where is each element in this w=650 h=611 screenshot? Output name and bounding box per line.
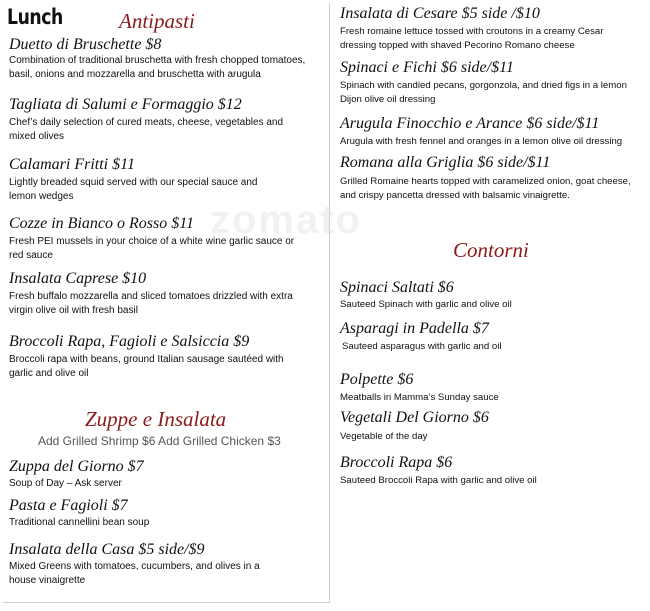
menu-item-desc: Vegetable of the day: [340, 431, 428, 442]
menu-item-name: Vegetali Del Giorno $6: [340, 409, 489, 426]
menu-item-name: Arugula Finocchio e Arance $6 side/$11: [340, 115, 600, 132]
menu-item-name: Insalata di Cesare $5 side /$10: [340, 5, 540, 22]
menu-item-desc: Fresh PEI mussels in your choice of a white wine garlic sauce or red sauce: [9, 236, 295, 261]
menu-item-desc: Broccoli rapa with beans, ground Italian sausage sautéed with garlic and olive oil: [9, 354, 284, 379]
menu-item-name: Insalata Caprese $10: [9, 270, 147, 287]
menu-item-desc: Combination of traditional bruschetta with fresh chopped tomatoes, basil, onions and mozzarella and bruschetta with arugula: [9, 55, 306, 80]
menu-item-name: Spinaci Saltati $6: [340, 279, 454, 296]
zuppe-heading: Zuppe e Insalata: [85, 407, 227, 431]
menu-item-name: Duetto di Bruschette $8: [9, 36, 162, 53]
antipasti-heading: Antipasti: [119, 9, 195, 33]
menu-item-desc: Spinach with candied pecans, gorgonzola, and dried figs in a lemon Dijon olive oil dressing: [340, 80, 627, 105]
menu-item-desc: Lightly breaded squid served with our special sauce and lemon wedges: [9, 177, 258, 202]
menu-item-name: Spinaci e Fichi $6 side/$11: [340, 59, 514, 76]
page-title: Lunch: [7, 5, 63, 29]
addon-note: Add Grilled Shrimp $6 Add Grilled Chicken $3: [38, 434, 281, 448]
menu-item-name: Tagliata di Salumi e Formaggio $12: [9, 96, 242, 113]
menu-item-name: Insalata della Casa $5 side/$9: [9, 541, 205, 558]
menu-item-desc: Chef’s daily selection of cured meats, cheese, vegetables and mixed olives: [9, 117, 284, 142]
menu-item-desc: Fresh romaine lettuce tossed with croutons in a creamy Cesar dressing topped with shaved Pecorino Romano cheese: [340, 26, 604, 51]
menu-item-desc: Fresh buffalo mozzarella and sliced tomatoes drizzled with extra virgin olive oil with fresh basil: [9, 291, 293, 316]
left-column: [3, 3, 330, 603]
menu-item-name: Broccoli Rapa $6: [340, 454, 453, 471]
right-column: [330, 0, 650, 611]
menu-item-desc: Meatballs in Mamma’s Sunday sauce: [340, 392, 499, 403]
menu-item-name: Zuppa del Giorno $7: [9, 458, 144, 475]
menu-item-name: Asparagi in Padella $7: [340, 320, 489, 337]
menu-item-desc: Sauteed asparagus with garlic and oil: [342, 341, 502, 352]
menu-item-name: Pasta e Fagioli $7: [9, 497, 128, 514]
menu-item-name: Broccoli Rapa, Fagioli e Salsiccia $9: [9, 333, 250, 350]
contorni-heading: Contorni: [453, 238, 529, 262]
watermark: zomato: [210, 198, 362, 242]
menu-item-desc: Arugula with fresh fennel and oranges in a lemon olive oil dressing: [340, 136, 623, 147]
menu-item-name: Romana alla Griglia $6 side/$11: [340, 154, 551, 171]
menu-item-desc: Traditional cannellini bean soup: [9, 517, 150, 528]
menu-item-desc: Grilled Romaine hearts topped with caramelized onion, goat cheese, and crispy pancetta dressed with balsamic vinaigrette.: [340, 176, 631, 201]
menu-item-name: Polpette $6: [340, 371, 414, 388]
menu-item-desc: Mixed Greens with tomatoes, cucumbers, and olives in a house vinaigrette: [9, 561, 260, 586]
menu-item-desc: Sauteed Spinach with garlic and olive oil: [340, 299, 512, 310]
menu-item-desc: Sauteed Broccoli Rapa with garlic and olive oil: [340, 475, 537, 486]
menu-item-name: Cozze in Bianco o Rosso $11: [9, 215, 195, 232]
menu-item-name: Calamari Fritti $11: [9, 156, 135, 173]
menu-item-desc: Soup of Day – Ask server: [9, 478, 122, 489]
